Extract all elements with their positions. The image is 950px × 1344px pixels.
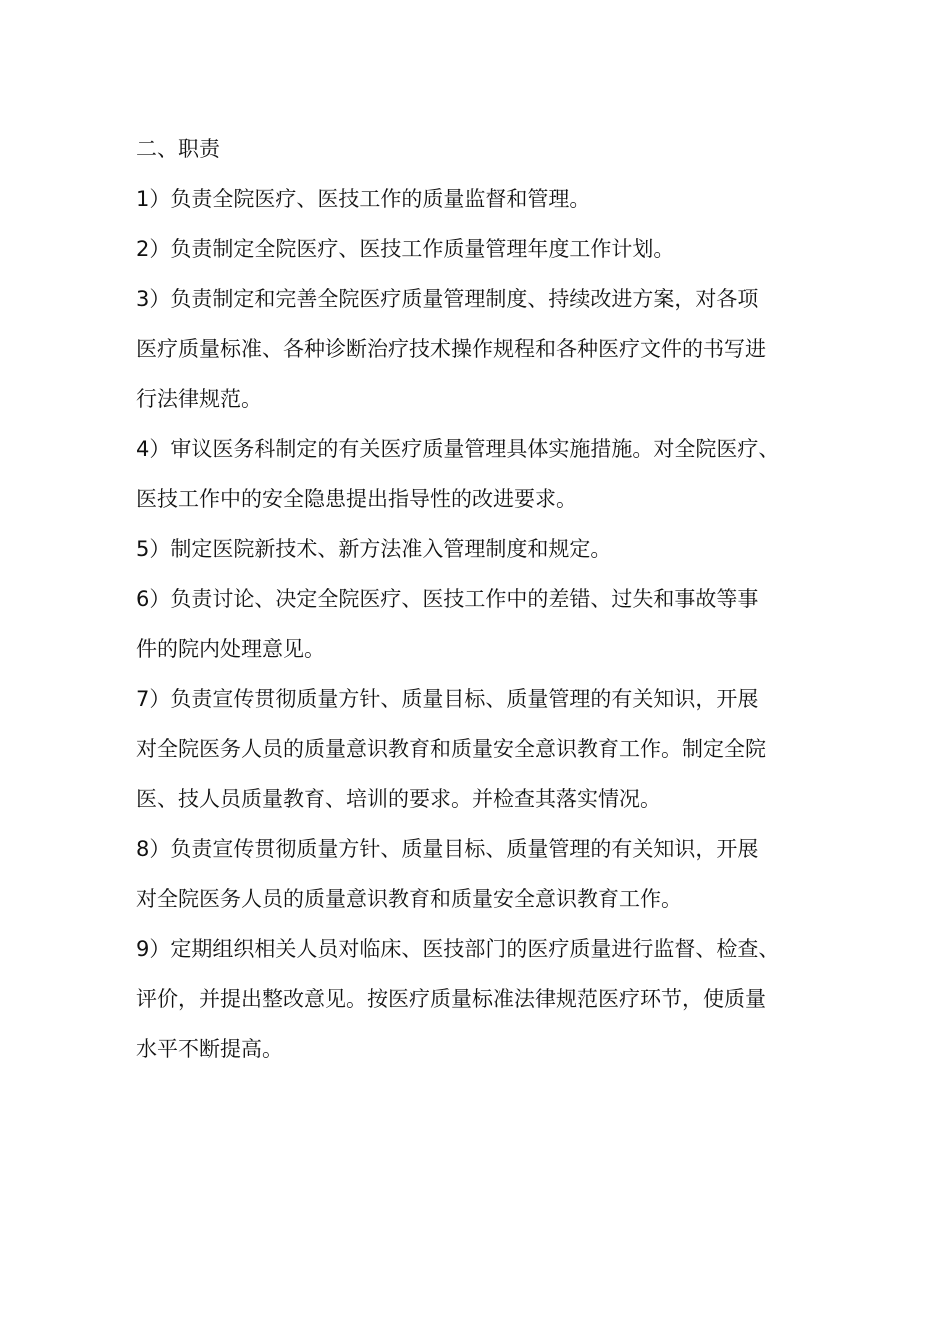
responsibility-item-3 bbox=[136, 274, 826, 424]
item-line: 对全院医务人员的质量意识教育和质量安全意识教育工作。制定全院 bbox=[136, 737, 766, 761]
item-line: 对全院医务人员的质量意识教育和质量安全意识教育工作。 bbox=[136, 887, 682, 911]
item-line: 1）负责全院医疗、医技工作的质量监督和管理。 bbox=[136, 187, 591, 211]
responsibility-item-4 bbox=[136, 424, 826, 524]
item-line: 水平不断提高。 bbox=[136, 1037, 283, 1061]
responsibility-item-1 bbox=[136, 174, 826, 224]
item-line: 医技工作中的安全隐患提出指导性的改进要求。 bbox=[136, 487, 577, 511]
item-line: 6）负责讨论、决定全院医疗、医技工作中的差错、过失和事故等事 bbox=[136, 587, 759, 611]
item-line: 2）负责制定全院医疗、医技工作质量管理年度工作计划。 bbox=[136, 237, 675, 261]
item-line: 9）定期组织相关人员对临床、医技部门的医疗质量进行监督、检查、 bbox=[136, 937, 780, 961]
item-line: 7）负责宣传贯彻质量方针、质量目标、质量管理的有关知识，开展 bbox=[136, 687, 759, 711]
responsibility-item-6 bbox=[136, 574, 826, 674]
responsibility-item-7 bbox=[136, 674, 826, 824]
responsibility-item-9 bbox=[136, 924, 826, 1074]
document-body bbox=[136, 124, 826, 1074]
section-heading: 二、职责 bbox=[136, 137, 220, 161]
item-line: 医、技人员质量教育、培训的要求。并检查其落实情况。 bbox=[136, 787, 661, 811]
item-line: 医疗质量标准、各种诊断治疗技术操作规程和各种医疗文件的书写进 bbox=[136, 337, 766, 361]
responsibility-item-5 bbox=[136, 524, 826, 574]
item-line: 5）制定医院新技术、新方法准入管理制度和规定。 bbox=[136, 537, 612, 561]
item-line: 行法律规范。 bbox=[136, 387, 262, 411]
responsibility-item-8 bbox=[136, 824, 826, 924]
item-line: 8）负责宣传贯彻质量方针、质量目标、质量管理的有关知识，开展 bbox=[136, 837, 759, 861]
item-line: 件的院内处理意见。 bbox=[136, 637, 325, 661]
responsibility-item-2 bbox=[136, 224, 826, 274]
item-line: 3）负责制定和完善全院医疗质量管理制度、持续改进方案，对各项 bbox=[136, 287, 759, 311]
item-line: 评价，并提出整改意见。按医疗质量标准法律规范医疗环节，使质量 bbox=[136, 987, 766, 1011]
item-line: 4）审议医务科制定的有关医疗质量管理具体实施措施。对全院医疗、 bbox=[136, 437, 780, 461]
